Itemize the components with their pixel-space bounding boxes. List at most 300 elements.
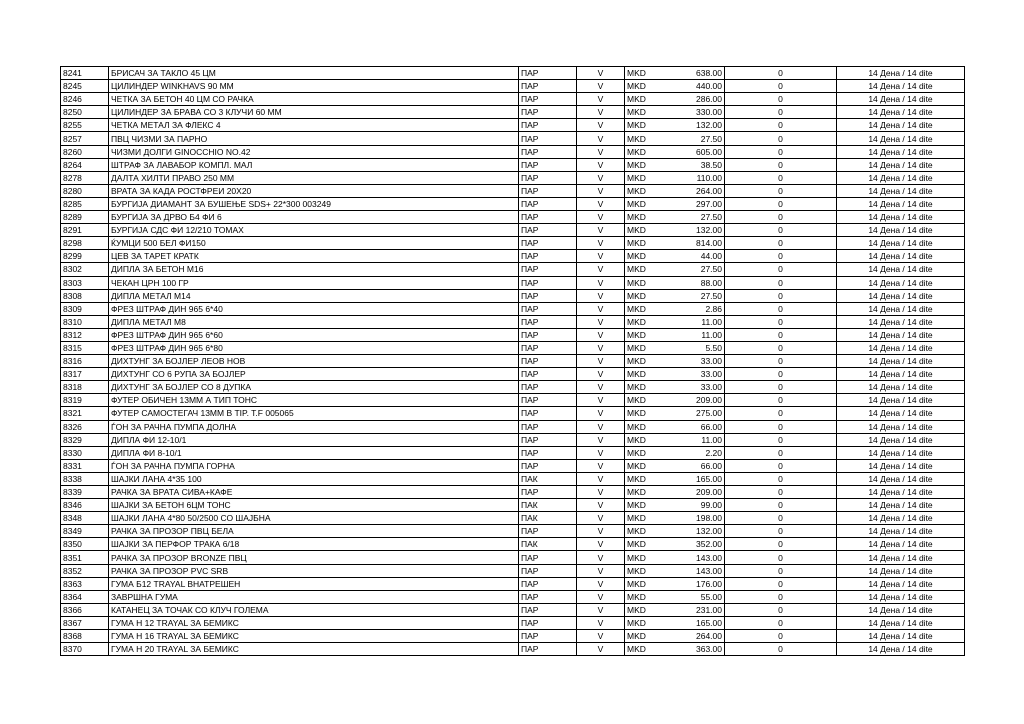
quantity-cell: 0 bbox=[725, 224, 837, 237]
unit-cell: ПАР bbox=[519, 119, 577, 132]
currency-cell: MKD bbox=[625, 394, 651, 407]
item-name-cell: ГУМА Н 20 TRAYAL ЗА БЕМИКС bbox=[109, 643, 519, 656]
unit-cell: ПАР bbox=[519, 564, 577, 577]
table-row bbox=[61, 263, 965, 276]
quantity-cell: 0 bbox=[725, 603, 837, 616]
delivery-term-cell: 14 Дена / 14 dite bbox=[837, 132, 965, 145]
currency-cell: MKD bbox=[625, 80, 651, 93]
quantity-cell: 0 bbox=[725, 394, 837, 407]
delivery-term-cell: 14 Дена / 14 dite bbox=[837, 67, 965, 80]
price-cell: 2.86 bbox=[651, 302, 725, 315]
item-code-cell: 8310 bbox=[61, 315, 109, 328]
v-cell: V bbox=[577, 407, 625, 420]
item-code-cell: 8285 bbox=[61, 197, 109, 210]
v-cell: V bbox=[577, 525, 625, 538]
delivery-term-cell: 14 Дена / 14 dite bbox=[837, 643, 965, 656]
quantity-cell: 0 bbox=[725, 499, 837, 512]
item-code-cell: 8331 bbox=[61, 459, 109, 472]
table-row bbox=[61, 603, 965, 616]
currency-cell: MKD bbox=[625, 302, 651, 315]
v-cell: V bbox=[577, 106, 625, 119]
quantity-cell: 0 bbox=[725, 486, 837, 499]
table-row bbox=[61, 237, 965, 250]
unit-cell: ПАР bbox=[519, 93, 577, 106]
price-cell: 33.00 bbox=[651, 355, 725, 368]
quantity-cell: 0 bbox=[725, 328, 837, 341]
v-cell: V bbox=[577, 315, 625, 328]
item-code-cell: 8303 bbox=[61, 276, 109, 289]
currency-cell: MKD bbox=[625, 328, 651, 341]
currency-cell: MKD bbox=[625, 512, 651, 525]
table-row bbox=[61, 145, 965, 158]
unit-cell: ПАР bbox=[519, 446, 577, 459]
v-cell: V bbox=[577, 355, 625, 368]
item-code-cell: 8350 bbox=[61, 538, 109, 551]
unit-cell: ПАР bbox=[519, 289, 577, 302]
item-name-cell: ФРЕЗ ШТРАФ ДИН 965 6*40 bbox=[109, 302, 519, 315]
quantity-cell: 0 bbox=[725, 302, 837, 315]
v-cell: V bbox=[577, 119, 625, 132]
price-cell: 11.00 bbox=[651, 315, 725, 328]
delivery-term-cell: 14 Дена / 14 dite bbox=[837, 106, 965, 119]
item-code-cell: 8316 bbox=[61, 355, 109, 368]
item-code-cell: 8315 bbox=[61, 341, 109, 354]
table-row bbox=[61, 67, 965, 80]
item-name-cell: ДАЛТА ХИЛТИ ПРАВО 250 ММ bbox=[109, 171, 519, 184]
delivery-term-cell: 14 Дена / 14 dite bbox=[837, 355, 965, 368]
unit-cell: ПАР bbox=[519, 459, 577, 472]
table-row bbox=[61, 368, 965, 381]
currency-cell: MKD bbox=[625, 211, 651, 224]
quantity-cell: 0 bbox=[725, 590, 837, 603]
item-name-cell: ФРЕЗ ШТРАФ ДИН 965 6*80 bbox=[109, 341, 519, 354]
delivery-term-cell: 14 Дена / 14 dite bbox=[837, 446, 965, 459]
delivery-term-cell: 14 Дена / 14 dite bbox=[837, 499, 965, 512]
currency-cell: MKD bbox=[625, 341, 651, 354]
price-cell: 363.00 bbox=[651, 643, 725, 656]
v-cell: V bbox=[577, 250, 625, 263]
table-row bbox=[61, 184, 965, 197]
item-code-cell: 8302 bbox=[61, 263, 109, 276]
unit-cell: ПАР bbox=[519, 211, 577, 224]
currency-cell: MKD bbox=[625, 551, 651, 564]
item-code-cell: 8264 bbox=[61, 158, 109, 171]
item-code-cell: 8289 bbox=[61, 211, 109, 224]
price-cell: 132.00 bbox=[651, 224, 725, 237]
delivery-term-cell: 14 Дена / 14 dite bbox=[837, 302, 965, 315]
item-name-cell: ФРЕЗ ШТРАФ ДИН 965 6*60 bbox=[109, 328, 519, 341]
item-code-cell: 8309 bbox=[61, 302, 109, 315]
delivery-term-cell: 14 Дена / 14 dite bbox=[837, 525, 965, 538]
price-cell: 2.20 bbox=[651, 446, 725, 459]
v-cell: V bbox=[577, 289, 625, 302]
item-name-cell: ЦИЛИНДЕР ЗА БРАВА СО 3 КЛУЧИ 60 ММ bbox=[109, 106, 519, 119]
v-cell: V bbox=[577, 486, 625, 499]
v-cell: V bbox=[577, 590, 625, 603]
item-code-cell: 8280 bbox=[61, 184, 109, 197]
item-code-cell: 8245 bbox=[61, 80, 109, 93]
item-code-cell: 8319 bbox=[61, 394, 109, 407]
delivery-term-cell: 14 Дена / 14 dite bbox=[837, 184, 965, 197]
quantity-cell: 0 bbox=[725, 132, 837, 145]
item-name-cell: ШАЈКИ ЗА БЕТОН 6ЦМ ТОНС bbox=[109, 499, 519, 512]
delivery-term-cell: 14 Дена / 14 dite bbox=[837, 381, 965, 394]
quantity-cell: 0 bbox=[725, 250, 837, 263]
delivery-term-cell: 14 Дена / 14 dite bbox=[837, 630, 965, 643]
delivery-term-cell: 14 Дена / 14 dite bbox=[837, 315, 965, 328]
price-cell: 27.50 bbox=[651, 211, 725, 224]
item-name-cell: РАЧКА ЗА ПРОЗОР PVC SRB bbox=[109, 564, 519, 577]
delivery-term-cell: 14 Дена / 14 dite bbox=[837, 603, 965, 616]
price-cell: 176.00 bbox=[651, 577, 725, 590]
item-code-cell: 8260 bbox=[61, 145, 109, 158]
unit-cell: ПАР bbox=[519, 616, 577, 629]
unit-cell: ПАР bbox=[519, 158, 577, 171]
v-cell: V bbox=[577, 643, 625, 656]
currency-cell: MKD bbox=[625, 472, 651, 485]
item-code-cell: 8329 bbox=[61, 433, 109, 446]
table-row bbox=[61, 433, 965, 446]
unit-cell: ПАР bbox=[519, 250, 577, 263]
item-name-cell: ДИХТУНГ ЗА БОЈЛЕР СО 8 ДУПКА bbox=[109, 381, 519, 394]
price-cell: 44.00 bbox=[651, 250, 725, 263]
price-cell: 198.00 bbox=[651, 512, 725, 525]
currency-cell: MKD bbox=[625, 158, 651, 171]
delivery-term-cell: 14 Дена / 14 dite bbox=[837, 119, 965, 132]
currency-cell: MKD bbox=[625, 93, 651, 106]
item-code-cell: 8352 bbox=[61, 564, 109, 577]
price-cell: 275.00 bbox=[651, 407, 725, 420]
price-cell: 11.00 bbox=[651, 433, 725, 446]
quantity-cell: 0 bbox=[725, 276, 837, 289]
unit-cell: ПАР bbox=[519, 525, 577, 538]
currency-cell: MKD bbox=[625, 643, 651, 656]
delivery-term-cell: 14 Дена / 14 dite bbox=[837, 472, 965, 485]
item-code-cell: 8367 bbox=[61, 616, 109, 629]
price-cell: 132.00 bbox=[651, 119, 725, 132]
item-name-cell: ЦИЛИНДЕР WINKHAVS 90 ММ bbox=[109, 80, 519, 93]
item-name-cell: ДИПЛА ФИ 12-10/1 bbox=[109, 433, 519, 446]
table-row bbox=[61, 486, 965, 499]
currency-cell: MKD bbox=[625, 381, 651, 394]
delivery-term-cell: 14 Дена / 14 dite bbox=[837, 486, 965, 499]
unit-cell: ПАР bbox=[519, 197, 577, 210]
unit-cell: ПАР bbox=[519, 368, 577, 381]
item-code-cell: 8370 bbox=[61, 643, 109, 656]
item-name-cell: ЃОН ЗА РАЧНА ПУМПА ДОЛНА bbox=[109, 420, 519, 433]
v-cell: V bbox=[577, 538, 625, 551]
quantity-cell: 0 bbox=[725, 341, 837, 354]
v-cell: V bbox=[577, 499, 625, 512]
table-row bbox=[61, 328, 965, 341]
quantity-cell: 0 bbox=[725, 93, 837, 106]
table-row bbox=[61, 499, 965, 512]
price-cell: 264.00 bbox=[651, 184, 725, 197]
currency-cell: MKD bbox=[625, 171, 651, 184]
currency-cell: MKD bbox=[625, 630, 651, 643]
item-name-cell: ЗАВРШНА ГУМА bbox=[109, 590, 519, 603]
table-row bbox=[61, 224, 965, 237]
item-name-cell: БРИСАЧ ЗА ТАКЛО 45 ЦМ bbox=[109, 67, 519, 80]
v-cell: V bbox=[577, 603, 625, 616]
delivery-term-cell: 14 Дена / 14 dite bbox=[837, 145, 965, 158]
v-cell: V bbox=[577, 341, 625, 354]
item-code-cell: 8241 bbox=[61, 67, 109, 80]
item-name-cell: ФУТЕР САМОСТЕГАЧ 13ММ В TIP. T.F 005065 bbox=[109, 407, 519, 420]
unit-cell: ПАР bbox=[519, 80, 577, 93]
v-cell: V bbox=[577, 263, 625, 276]
delivery-term-cell: 14 Дена / 14 dite bbox=[837, 289, 965, 302]
delivery-term-cell: 14 Дена / 14 dite bbox=[837, 328, 965, 341]
v-cell: V bbox=[577, 132, 625, 145]
v-cell: V bbox=[577, 394, 625, 407]
v-cell: V bbox=[577, 302, 625, 315]
price-cell: 814.00 bbox=[651, 237, 725, 250]
table-row bbox=[61, 197, 965, 210]
item-code-cell: 8326 bbox=[61, 420, 109, 433]
item-name-cell: ДИПЛА ФИ 8-10/1 bbox=[109, 446, 519, 459]
item-code-cell: 8308 bbox=[61, 289, 109, 302]
delivery-term-cell: 14 Дена / 14 dite bbox=[837, 237, 965, 250]
item-name-cell: БУРГИЈА ЗА ДРВО Б4 ФИ 6 bbox=[109, 211, 519, 224]
unit-cell: ПАР bbox=[519, 328, 577, 341]
v-cell: V bbox=[577, 328, 625, 341]
quantity-cell: 0 bbox=[725, 211, 837, 224]
item-code-cell: 8349 bbox=[61, 525, 109, 538]
quantity-cell: 0 bbox=[725, 106, 837, 119]
price-cell: 66.00 bbox=[651, 420, 725, 433]
item-name-cell: ДИПЛА ЗА БЕТОН М16 bbox=[109, 263, 519, 276]
table-row bbox=[61, 315, 965, 328]
item-name-cell: ЧЕТКА ЗА БЕТОН 40 ЦМ СО РАЧКА bbox=[109, 93, 519, 106]
item-code-cell: 8298 bbox=[61, 237, 109, 250]
delivery-term-cell: 14 Дена / 14 dite bbox=[837, 433, 965, 446]
currency-cell: MKD bbox=[625, 263, 651, 276]
currency-cell: MKD bbox=[625, 237, 651, 250]
unit-cell: ПАР bbox=[519, 603, 577, 616]
v-cell: V bbox=[577, 145, 625, 158]
quantity-cell: 0 bbox=[725, 355, 837, 368]
item-name-cell: ПВЦ ЧИЗМИ ЗА ПАРНО bbox=[109, 132, 519, 145]
delivery-term-cell: 14 Дена / 14 dite bbox=[837, 564, 965, 577]
price-cell: 99.00 bbox=[651, 499, 725, 512]
currency-cell: MKD bbox=[625, 119, 651, 132]
v-cell: V bbox=[577, 237, 625, 250]
quantity-cell: 0 bbox=[725, 381, 837, 394]
item-name-cell: БУРГИЈА ДИАМАНТ ЗА БУШЕЊЕ SDS+ 22*300 003249 bbox=[109, 197, 519, 210]
unit-cell: ПАР bbox=[519, 145, 577, 158]
unit-cell: ПАР bbox=[519, 237, 577, 250]
unit-cell: ПАР bbox=[519, 394, 577, 407]
quantity-cell: 0 bbox=[725, 643, 837, 656]
currency-cell: MKD bbox=[625, 197, 651, 210]
v-cell: V bbox=[577, 67, 625, 80]
table-row bbox=[61, 93, 965, 106]
price-cell: 297.00 bbox=[651, 197, 725, 210]
unit-cell: ПАР bbox=[519, 132, 577, 145]
delivery-term-cell: 14 Дена / 14 dite bbox=[837, 616, 965, 629]
item-code-cell: 8338 bbox=[61, 472, 109, 485]
price-cell: 33.00 bbox=[651, 368, 725, 381]
price-cell: 66.00 bbox=[651, 459, 725, 472]
item-name-cell: ЃОН ЗА РАЧНА ПУМПА ГОРНА bbox=[109, 459, 519, 472]
quantity-cell: 0 bbox=[725, 446, 837, 459]
table-row bbox=[61, 459, 965, 472]
unit-cell: ПАК bbox=[519, 512, 577, 525]
unit-cell: ПАК bbox=[519, 499, 577, 512]
v-cell: V bbox=[577, 93, 625, 106]
price-cell: 165.00 bbox=[651, 472, 725, 485]
table-row bbox=[61, 132, 965, 145]
item-code-cell: 8321 bbox=[61, 407, 109, 420]
price-cell: 209.00 bbox=[651, 486, 725, 499]
table-row bbox=[61, 80, 965, 93]
delivery-term-cell: 14 Дена / 14 dite bbox=[837, 250, 965, 263]
v-cell: V bbox=[577, 80, 625, 93]
currency-cell: MKD bbox=[625, 276, 651, 289]
item-code-cell: 8312 bbox=[61, 328, 109, 341]
v-cell: V bbox=[577, 197, 625, 210]
quantity-cell: 0 bbox=[725, 420, 837, 433]
item-code-cell: 8351 bbox=[61, 551, 109, 564]
delivery-term-cell: 14 Дена / 14 dite bbox=[837, 263, 965, 276]
v-cell: V bbox=[577, 184, 625, 197]
currency-cell: MKD bbox=[625, 577, 651, 590]
item-code-cell: 8363 bbox=[61, 577, 109, 590]
quantity-cell: 0 bbox=[725, 263, 837, 276]
unit-cell: ПАР bbox=[519, 486, 577, 499]
v-cell: V bbox=[577, 472, 625, 485]
quantity-cell: 0 bbox=[725, 171, 837, 184]
price-list-table bbox=[60, 66, 965, 656]
item-name-cell: ЧЕТКА МЕТАЛ ЗА ФЛЕКС 4 bbox=[109, 119, 519, 132]
unit-cell: ПАР bbox=[519, 106, 577, 119]
unit-cell: ПАР bbox=[519, 315, 577, 328]
item-name-cell: ФУТЕР ОБИЧЕН 13ММ А ТИП ТОНС bbox=[109, 394, 519, 407]
unit-cell: ПАР bbox=[519, 67, 577, 80]
table-row bbox=[61, 630, 965, 643]
item-code-cell: 8257 bbox=[61, 132, 109, 145]
delivery-term-cell: 14 Дена / 14 dite bbox=[837, 368, 965, 381]
v-cell: V bbox=[577, 171, 625, 184]
unit-cell: ПАР bbox=[519, 433, 577, 446]
price-cell: 440.00 bbox=[651, 80, 725, 93]
unit-cell: ПАР bbox=[519, 355, 577, 368]
v-cell: V bbox=[577, 446, 625, 459]
item-name-cell: ГУМА Н 16 TRAYAL ЗА БЕМИКС bbox=[109, 630, 519, 643]
item-code-cell: 8246 bbox=[61, 93, 109, 106]
item-name-cell: ВРАТА ЗА КАДА РОСТФРЕИ 20Х20 bbox=[109, 184, 519, 197]
item-code-cell: 8299 bbox=[61, 250, 109, 263]
currency-cell: MKD bbox=[625, 616, 651, 629]
currency-cell: MKD bbox=[625, 538, 651, 551]
item-name-cell: ЌУМЦИ 500 БЕЛ ФИ150 bbox=[109, 237, 519, 250]
item-code-cell: 8250 bbox=[61, 106, 109, 119]
currency-cell: MKD bbox=[625, 407, 651, 420]
table-row bbox=[61, 211, 965, 224]
table-row bbox=[61, 564, 965, 577]
item-name-cell: БУРГИЈА СДС ФИ 12/210 ТОМАХ bbox=[109, 224, 519, 237]
currency-cell: MKD bbox=[625, 499, 651, 512]
quantity-cell: 0 bbox=[725, 368, 837, 381]
price-cell: 352.00 bbox=[651, 538, 725, 551]
delivery-term-cell: 14 Дена / 14 dite bbox=[837, 211, 965, 224]
delivery-term-cell: 14 Дена / 14 dite bbox=[837, 590, 965, 603]
table-row bbox=[61, 472, 965, 485]
price-cell: 209.00 bbox=[651, 394, 725, 407]
currency-cell: MKD bbox=[625, 433, 651, 446]
item-name-cell: ЦЕВ ЗА ТАРЕТ КРАТК bbox=[109, 250, 519, 263]
item-name-cell: ГУМА Б12 TRAYAL ВНАТРЕШЕН bbox=[109, 577, 519, 590]
item-name-cell: ШАЈКИ ЗА ПЕРФОР ТРАКА 6/18 bbox=[109, 538, 519, 551]
quantity-cell: 0 bbox=[725, 289, 837, 302]
unit-cell: ПАР bbox=[519, 590, 577, 603]
quantity-cell: 0 bbox=[725, 119, 837, 132]
v-cell: V bbox=[577, 564, 625, 577]
quantity-cell: 0 bbox=[725, 551, 837, 564]
currency-cell: MKD bbox=[625, 250, 651, 263]
v-cell: V bbox=[577, 433, 625, 446]
v-cell: V bbox=[577, 630, 625, 643]
currency-cell: MKD bbox=[625, 420, 651, 433]
unit-cell: ПАР bbox=[519, 420, 577, 433]
unit-cell: ПАР bbox=[519, 263, 577, 276]
quantity-cell: 0 bbox=[725, 630, 837, 643]
currency-cell: MKD bbox=[625, 67, 651, 80]
v-cell: V bbox=[577, 276, 625, 289]
quantity-cell: 0 bbox=[725, 197, 837, 210]
price-cell: 638.00 bbox=[651, 67, 725, 80]
quantity-cell: 0 bbox=[725, 459, 837, 472]
price-cell: 286.00 bbox=[651, 93, 725, 106]
price-cell: 605.00 bbox=[651, 145, 725, 158]
item-name-cell: ЧЕКАН ЦРН 100 ГР bbox=[109, 276, 519, 289]
unit-cell: ПАР bbox=[519, 630, 577, 643]
delivery-term-cell: 14 Дена / 14 dite bbox=[837, 551, 965, 564]
delivery-term-cell: 14 Дена / 14 dite bbox=[837, 420, 965, 433]
currency-cell: MKD bbox=[625, 355, 651, 368]
quantity-cell: 0 bbox=[725, 472, 837, 485]
table-row bbox=[61, 171, 965, 184]
table-row bbox=[61, 407, 965, 420]
price-cell: 132.00 bbox=[651, 525, 725, 538]
table-row bbox=[61, 289, 965, 302]
currency-cell: MKD bbox=[625, 590, 651, 603]
unit-cell: ПАР bbox=[519, 577, 577, 590]
item-name-cell: ШТРАФ ЗА ЛАВАБОР КОМПЛ. МАЛ bbox=[109, 158, 519, 171]
unit-cell: ПАР bbox=[519, 407, 577, 420]
currency-cell: MKD bbox=[625, 106, 651, 119]
v-cell: V bbox=[577, 381, 625, 394]
currency-cell: MKD bbox=[625, 525, 651, 538]
price-cell: 27.50 bbox=[651, 263, 725, 276]
delivery-term-cell: 14 Дена / 14 dite bbox=[837, 538, 965, 551]
table-row bbox=[61, 394, 965, 407]
table-body bbox=[61, 67, 965, 656]
v-cell: V bbox=[577, 512, 625, 525]
table-row bbox=[61, 525, 965, 538]
v-cell: V bbox=[577, 420, 625, 433]
delivery-term-cell: 14 Дена / 14 dite bbox=[837, 459, 965, 472]
table-row bbox=[61, 355, 965, 368]
unit-cell: ПАР bbox=[519, 276, 577, 289]
item-code-cell: 8366 bbox=[61, 603, 109, 616]
item-name-cell: РАЧКА ЗА ВРАТА СИВА+КАФЕ bbox=[109, 486, 519, 499]
currency-cell: MKD bbox=[625, 446, 651, 459]
price-cell: 264.00 bbox=[651, 630, 725, 643]
currency-cell: MKD bbox=[625, 145, 651, 158]
price-cell: 27.50 bbox=[651, 132, 725, 145]
